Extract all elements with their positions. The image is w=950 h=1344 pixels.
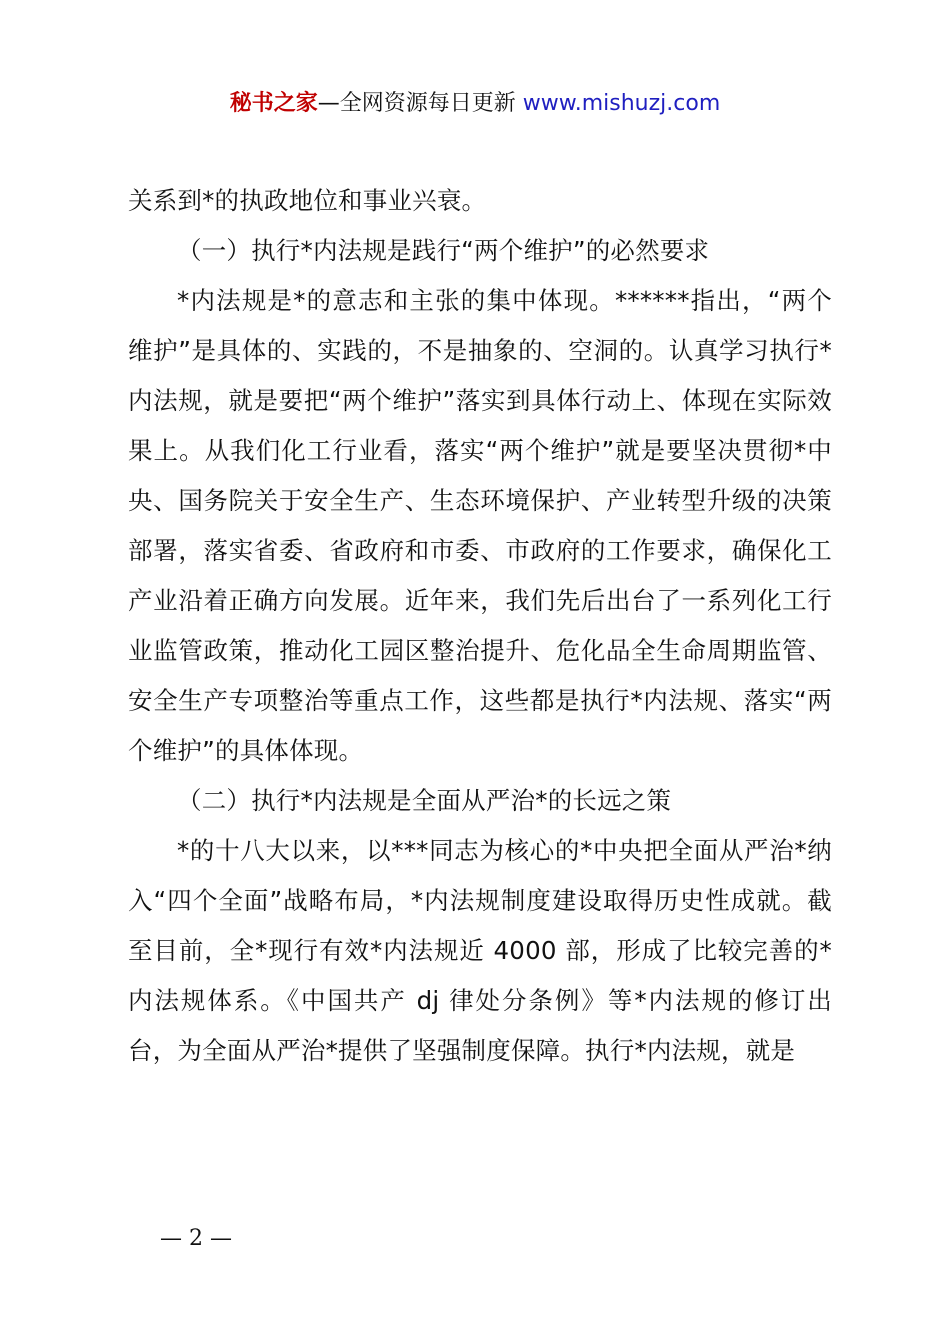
paragraph-continuation: 关系到*的执政地位和事业兴衰。: [128, 186, 487, 215]
site-url-link[interactable]: www.mishuzj.com: [522, 91, 721, 116]
document-body: [128, 176, 832, 1076]
paragraph-1: *内法规是*的意志和主张的集中体现。******指出，“两个维护”是具体的、实践的，不是抽象的、空洞的。认真学习执行*内法规，就是要把“两个维护”落实到具体行动上、体现在实际效果上。从我们化工行业看，落实“两个维护”就是要坚决贯彻*中央、国务院关于安全生产、生态环境保护、产业转型升级的决策部署，落实省委、省政府和市委、市政府的工作要求，确保化工产业沿着正确方向发展。近年来，我们先后出台了一系列化工行业监管政策，推动化工园区整治提升、危化品全生命周期监管、安全生产专项整治等重点工作，这些都是执行*内法规、落实“两个维护”的具体体现。: [128, 286, 832, 765]
paragraph-2: *的十八大以来，以***同志为核心的*中央把全面从严治*纳入“四个全面”战略布局，*内法规制度建设取得历史性成就。截至目前，全*现行有效*内法规近 4000 部，形成了比较完善的*内法规体系。《中国共产 dj 律处分条例》等*内法规的修订出台，为全面从严治*提供了坚强制度保障。执行*内法规，就是: [128, 836, 832, 1065]
section-heading-1: （一）执行*内法规是践行“两个维护”的必然要求: [177, 236, 710, 265]
site-brand: 秘书之家: [229, 91, 318, 116]
site-tagline: —全网资源每日更新: [317, 91, 516, 116]
site-header: [0, 86, 950, 122]
page-number: — 2 —: [160, 1226, 232, 1251]
section-heading-2: （二）执行*内法规是全面从严治*的长远之策: [177, 786, 672, 815]
